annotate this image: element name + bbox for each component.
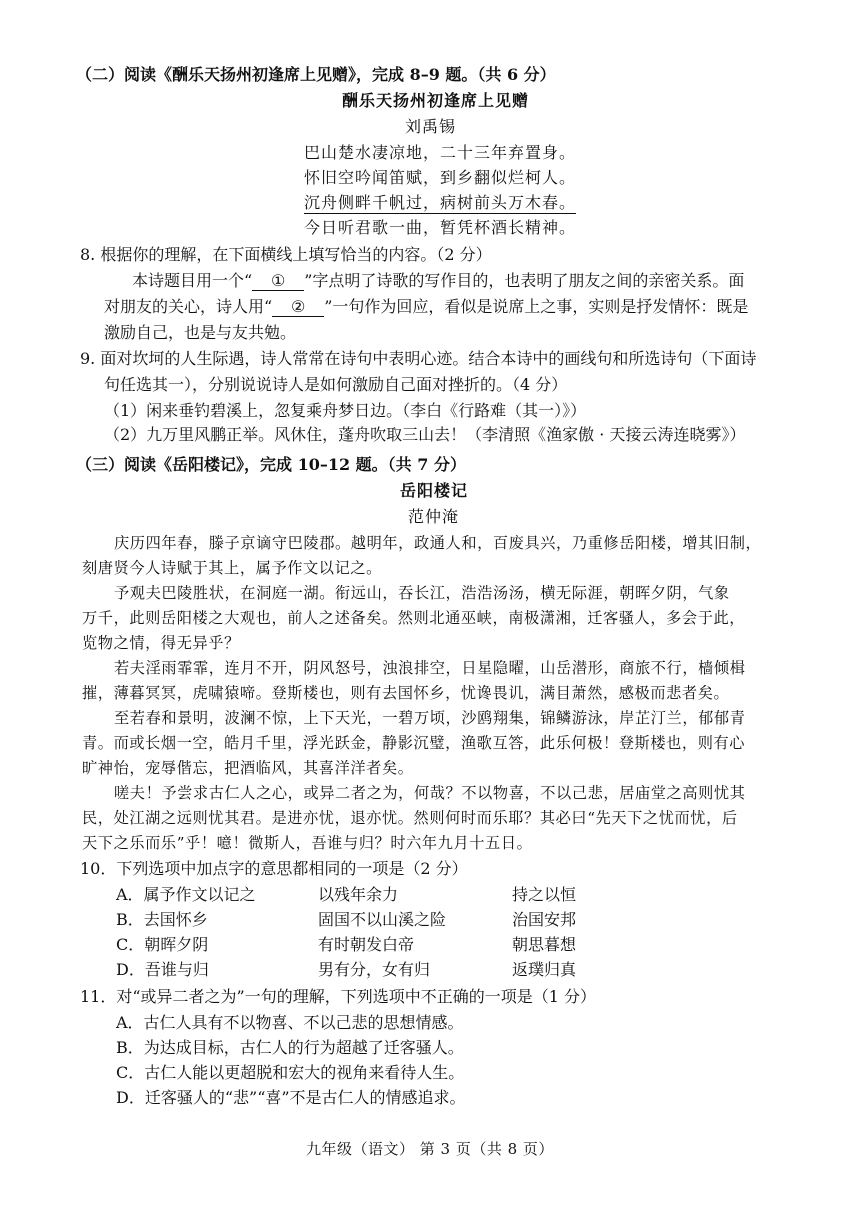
q8-line-3: 激励自己，也是与友共勉。 <box>104 323 297 342</box>
prose-line: 万千，此则岳阳楼之大观也，前人之述备矣。然则北通巫峡，南极潇湘，迁客骚人，多会于此， <box>82 609 746 627</box>
q8-stem: 8. 根据你的理解，在下面横线上填写恰当的内容。（2 分） <box>80 245 492 264</box>
prose-line: 若夫淫雨霏霏，连月不开，阴风怒号，浊浪排空，日星隐曜，山岳潜形，商旅不行，樯倾楫 <box>114 659 746 677</box>
q10-option-d-2: 男有分，女有归 <box>318 960 431 979</box>
q8-blank-1[interactable]: ① <box>252 272 304 291</box>
q10-option-b-1: B．去国怀乡 <box>116 910 208 929</box>
q11-option-a: A．古仁人具有不以物喜、不以己悲的思想情感。 <box>116 1013 464 1032</box>
prose-line: 旷神怡，宠辱偕忘，把酒临风，其喜洋洋者矣。 <box>82 759 414 777</box>
prose-author: 范仲淹 <box>408 507 460 526</box>
q9-stem-1: 9. 面对坎坷的人生际遇，诗人常常在诗句中表明心迹。结合本诗中的画线句和所选诗句（下面诗 <box>80 349 757 368</box>
poem-line-2: 怀旧空吟闻笛赋，到乡翻似烂柯人。 <box>304 168 577 187</box>
q10-option-d-3: 返璞归真 <box>512 960 577 979</box>
q11-option-c: C．古仁人能以更超脱和宏大的视角来看待人生。 <box>116 1063 465 1082</box>
q10-option-a-1: A．属予作文以记之 <box>116 885 256 904</box>
section2-heading: （二）阅读《酬乐天扬州初逢席上见赠》，完成 8–9 题。（共 6 分） <box>76 65 556 84</box>
prose-line: 摧，薄暮冥冥，虎啸猿啼。登斯楼也，则有去国怀乡，忧谗畏讥，满目萧然，感极而悲者矣。 <box>82 684 730 702</box>
q10-option-c-3: 朝思暮想 <box>512 935 577 954</box>
q9-option-1: （1）闲来垂钓碧溪上，忽复乘舟梦日边。（李白《行路难（其一）》） <box>104 401 587 420</box>
q10-option-b-3: 治国安邦 <box>512 910 577 929</box>
prose-line: 青。而或长烟一空，皓月千里，浮光跃金，静影沉璧，渔歌互答，此乐何极！登斯楼也，则有心 <box>82 734 746 752</box>
q10-option-d-1: D．吾谁与归 <box>116 960 209 979</box>
prose-line: 嗟夫！予尝求古仁人之心，或异二者之为，何哉？不以物喜，不以己悲，居庙堂之高则忧其 <box>114 784 746 802</box>
poem-line-1: 巴山楚水凄凉地，二十三年弃置身。 <box>304 143 577 162</box>
poem-line-3-underlined: 沉舟侧畔千帆过，病树前头万木春。 <box>304 193 577 212</box>
q10-stem: 10．下列选项中加点字的意思都相同的一项是（2 分） <box>80 859 468 878</box>
prose-line: 至若春和景明，波澜不惊，上下天光，一碧万顷，沙鸥翔集，锦鳞游泳，岸芷汀兰，郁郁青 <box>114 709 746 727</box>
poem-line-4: 今日听君歌一曲，暂凭杯酒长精神。 <box>304 218 577 237</box>
q11-option-b: B．为达成目标，古仁人的行为超越了迁客骚人。 <box>116 1038 464 1057</box>
prose-line: 览物之情，得无异乎？ <box>82 634 240 652</box>
q8-line-1: 本诗题目用一个“ ① ”字点明了诗歌的写作目的，也表明了朋友之间的亲密关系。面 <box>132 271 745 290</box>
q10-option-c-1: C．朝晖夕阴 <box>116 935 209 954</box>
q11-stem: 11．对“或异二者之为”一句的理解，下列选项中不正确的一项是（1 分） <box>80 987 596 1006</box>
poem-author: 刘禹锡 <box>405 117 457 136</box>
q8-blank-2[interactable]: ② <box>272 298 324 317</box>
prose-line: 民，处江湖之远则忧其君。是进亦忧，退亦忧。然则何时而乐耶？其必曰“先天下之忧而忧，后 <box>82 809 738 827</box>
q11-option-d: D．迁客骚人的“悲”“喜”不是古仁人的情感追求。 <box>116 1088 466 1107</box>
q10-option-a-3: 持之以恒 <box>512 885 577 904</box>
prose-line: 庆历四年春，滕子京谪守巴陵郡。越明年，政通人和，百废具兴，乃重修岳阳楼，增其旧制， <box>114 534 762 552</box>
prose-line: 刻唐贤今人诗赋于其上，属予作文以记之。 <box>82 559 382 577</box>
prose-line: 予观夫巴陵胜状，在洞庭一湖。衔远山，吞长江，浩浩汤汤，横无际涯，朝晖夕阴，气象 <box>114 584 730 602</box>
q9-stem-2: 句任选其一），分别说说诗人是如何激励自己面对挫折的。（4 分） <box>104 375 568 394</box>
q10-option-c-2: 有时朝发白帝 <box>318 935 415 954</box>
poem-title: 酬乐天扬州初逢席上见赠 <box>342 91 530 110</box>
q10-option-a-2: 以残年余力 <box>318 885 399 904</box>
prose-title: 岳阳楼记 <box>400 481 469 500</box>
page-footer: 九年级（语文） 第 3 页（共 8 页） <box>306 1140 554 1158</box>
section3-heading: （三）阅读《岳阳楼记》，完成 10–12 题。（共 7 分） <box>76 455 466 474</box>
q8-line-2: 对朋友的关心，诗人用“ ② ”一句作为回应，看似是说席上之事，实则是抒发情怀：既是 <box>104 297 749 316</box>
q9-option-2: （2）九万里风鹏正举。风休住，蓬舟吹取三山去！（李清照《渔家傲 · 天接云涛连晓雾》） <box>104 425 746 444</box>
prose-line: 天下之乐而乐”乎！噫！微斯人，吾谁与归？时六年九月十五日。 <box>82 834 533 852</box>
q10-option-b-2: 固国不以山溪之险 <box>318 910 447 929</box>
